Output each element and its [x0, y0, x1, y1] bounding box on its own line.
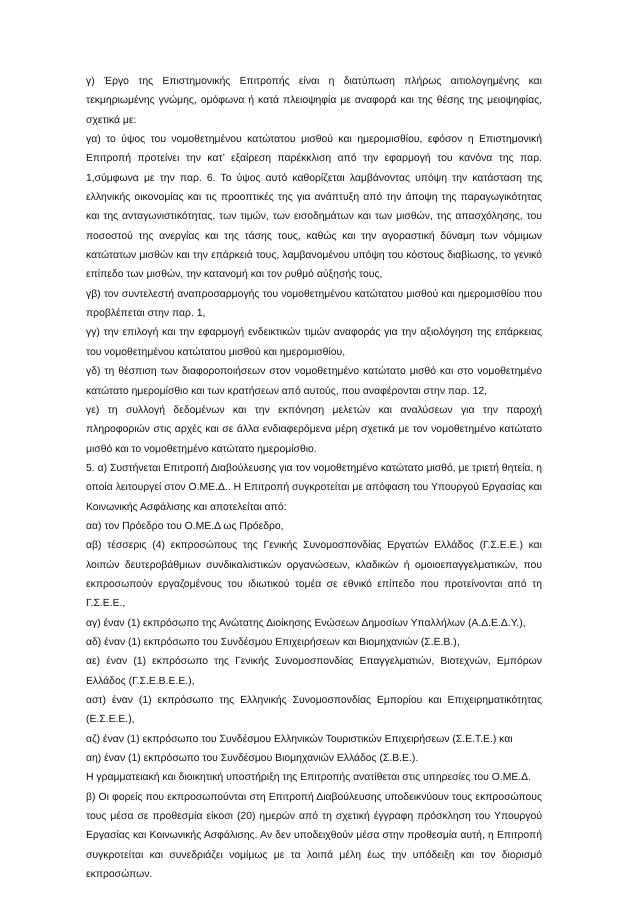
- paragraph-gd: γδ) τη θέσπιση των διαφοροποιήσεων στον νομοθετημένο κατώτατο μισθό και στο νομοθετημένο κατώτατο ημερομίσθιο και των κρατήσεων από αυτούς, που αναφέρονται στην παρ. 12,: [86, 366, 542, 397]
- document-page: [86, 72, 542, 884]
- paragraph-ga: γα) το ύψος του νομοθετημένου κατώτατου μισθού και ημερομισθίου, εφόσον η Επιστημονική Επιτροπή προτείνει την κατ’ εξαίρεση παρέκκλιση από την εφαρμογή του κανόνα της παρ. 1,σύμφωνα με την παρ. 6. Το ύψος αυτό καθορίζεται λαμβάνοντας υπόψη την κατάσταση της ελληνικής οικονομίας και τις προοπτικές της για ανάπτυξη από την άποψη της παραγωγικότητας και της ανταγωνιστικότητας, των τιμών, των εισοδημάτων και των μισθών, της απασχόλησης, του ποσοστού της ανεργίας και της τάσης τους, καθώς και την αγοραστική δύναμη των νόμιμων κατώτατων μισθών και την επάρκειά τους, λαμβανομένου υπόψη του κόστους διαβίωσης, το γενικό επίπεδο των μισθών, την κατανομή και τον ρυθμό αύξησής τους,: [86, 134, 542, 281]
- paragraph-secretariat: Η γραμματειακή και διοικητική υποστήριξη της Επιτροπής ανατίθεται στις υπηρεσίες του Ο.ΜΕ.Δ.: [86, 772, 531, 784]
- paragraph-ae: αε) έναν (1) εκπρόσωπο της Γενικής Συνομοσπονδίας Επαγγελματιών, Βιοτεχνών, Εμπόρων Ελλάδος (Γ.Σ.Ε.Β.Ε.Ε.),: [86, 656, 542, 687]
- paragraph-gb: γβ) τον συντελεστή αναπροσαρμογής του νομοθετημένου κατώτατου μισθού και ημερομισθίου που προβλέπεται στην παρ. 1,: [86, 288, 542, 320]
- paragraph-ge: γε) τη συλλογή δεδομένων και την εκπόνηση μελετών και αναλύσεων για την παροχή πληροφοριών στις αρχές και σε άλλα ενδιαφερόμενα μέρη σχετικά με τον νομοθετημένο κατώτατο μισθό και το νομοθετημένο κατώτατο ημερομίσθιο.: [86, 404, 542, 455]
- paragraph-5a: 5. α) Συστήνεται Επιτροπή Διαβούλευσης για τον νομοθετημένο κατώτατο μισθό, με τριετή θητεία, η οποία λειτουργεί στον Ο.ΜΕ.Δ.. Η Επιτροπή συγκροτείται με απόφαση του Υπουργού Εργασίας και Κοινωνικής Ασφάλισης και αποτελείται από:: [86, 462, 542, 513]
- paragraph-az: αζ) έναν (1) εκπρόσωπο του Συνδέσμου Ελληνικών Τουριστικών Επιχειρήσεων (Σ.Ε.Τ.Ε.) και: [86, 733, 513, 745]
- paragraph-aa: αα) τον Πρόεδρο του Ο.ΜΕ.Δ ως Πρόεδρο,: [86, 520, 284, 532]
- paragraph-ast: αστ) έναν (1) εκπρόσωπο της Ελληνικής Συνομοσπονδίας Εμπορίου και Επιχειρηματικότητας (Ε.Σ.Ε.Ε.),: [86, 695, 542, 726]
- paragraph-g: γ) Έργο της Επιστημονικής Επιτροπής είναι η διατύπωση πλήρως αιτιολογημένης και τεκμηριωμένης γνώμης, ομόφωνα ή κατά πλειοψηφία με αναφορά και της θέσης της μειοψηφίας, σχετικά με:: [86, 76, 542, 126]
- paragraph-ad: αδ) έναν (1) εκπρόσωπο του Συνδέσμου Επιχειρήσεων και Βιομηχανιών (Σ.Ε.Β.),: [86, 636, 460, 648]
- paragraph-gg: γγ) την επιλογή και την εφαρμογή ενδεικτικών τιμών αναφοράς για την αξιολόγηση της επάρκειας του νομοθετημένου κατώτατου μισθού και ημερομισθίου,: [86, 327, 542, 358]
- paragraph-b: β) Οι φορείς που εκπροσωπούνται στη Επιτροπή Διαβούλευσης υποδεικνύουν τους εκπροσώπους τους μέσα σε προθεσμία είκοσι (20) ημερών από τη σχετική έγγραφη πρόσκληση του Υπουργού Εργασίας και Κοινωνικής Ασφάλισης. Αν δεν υποδειχθούν μέσα στην προθεσμία αυτή, η Επιτροπή συγκροτείται και συνεδριάζει νομίμως με τα λοιπά μέλη έως την υπόδειξη και τον διορισμό εκπροσώπων.: [86, 791, 542, 881]
- paragraph-ag: αγ) έναν (1) εκπρόσωπο της Ανώτατης Διοίκησης Ενώσεων Δημοσίων Υπαλλήλων (Α.Δ.Ε.Δ.Υ.),: [86, 617, 526, 629]
- paragraph-ab: αβ) τέσσερις (4) εκπροσώπους της Γενικής Συνομοσπονδίας Εργατών Ελλάδος (Γ.Σ.Ε.Ε.) και λοιπών δευτεροβάθμιων συνδικαλιστικών οργανώσεων, κλαδικών ή ομοιοεπαγγελματικών, που εκπροσωπούν εργαζομένους του ιδιωτικού τομέα σε εθνικό επίπεδο που προτείνονται από τη Γ.Σ.Ε.Ε.,: [86, 540, 542, 610]
- paragraph-ah: αη) έναν (1) εκπρόσωπο του Συνδέσμου Βιομηχανιών Ελλάδος (Σ.Β.Ε.).: [86, 753, 419, 765]
